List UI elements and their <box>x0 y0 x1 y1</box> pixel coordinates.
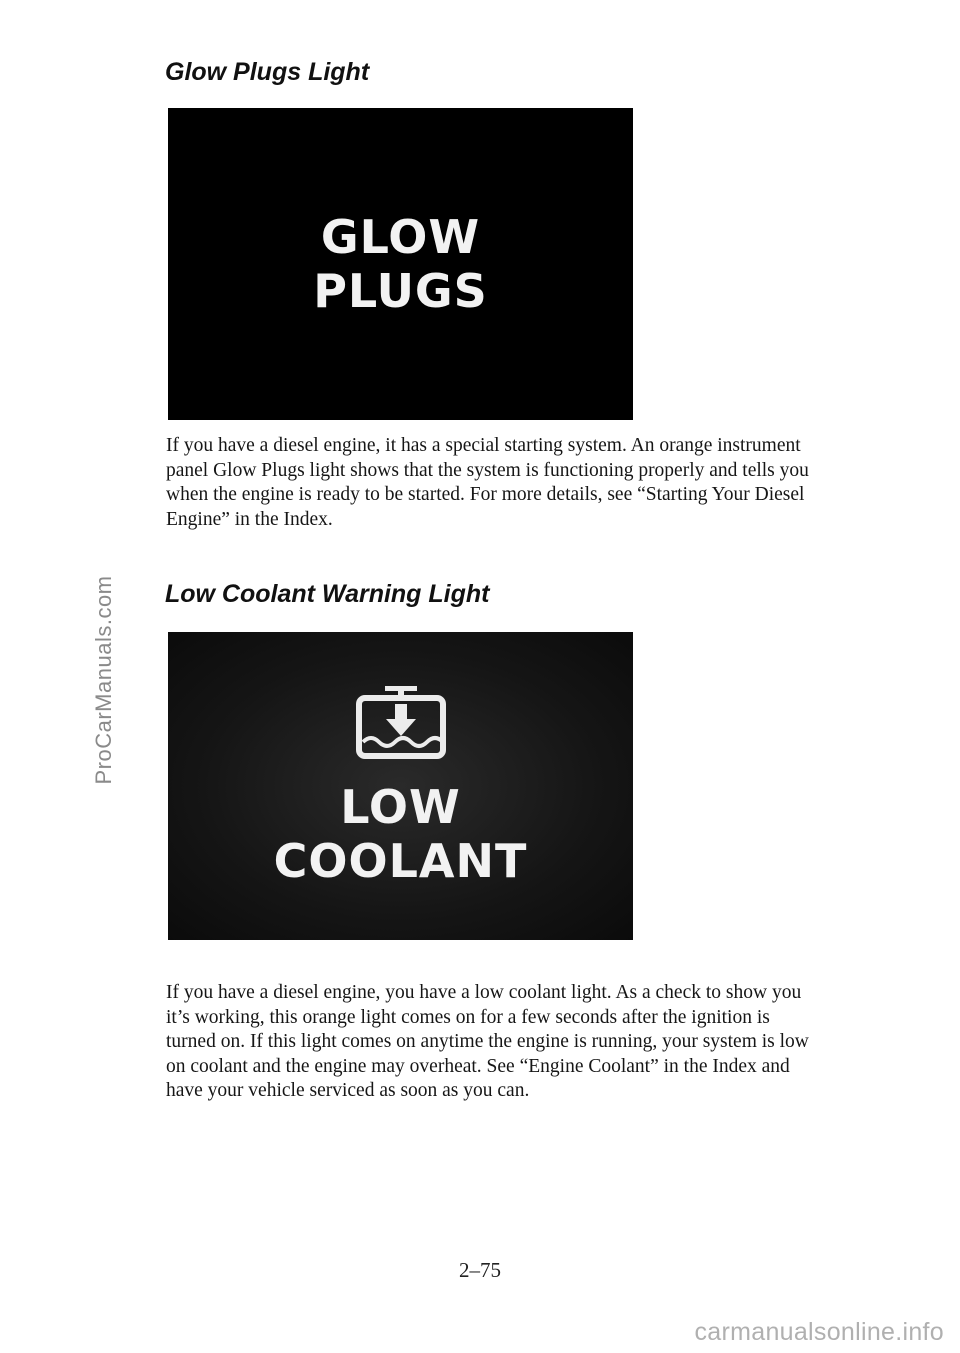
glow-plugs-indicator-line-2: PLUGS <box>313 264 488 318</box>
footer-logo: carmanualsonline.info <box>694 1318 944 1346</box>
side-watermark: ProCarManuals.com <box>91 575 116 785</box>
glow-plugs-indicator <box>168 108 633 420</box>
low-coolant-heading: Low Coolant Warning Light <box>165 580 490 608</box>
page-number: 2–75 <box>459 1258 501 1282</box>
coolant-level-icon <box>351 684 451 766</box>
glow-plugs-paragraph: If you have a diesel engine, it has a special starting system. An orange instrument panel Glow Plugs light shows that the system is functioning properly and tells you when the engine is ready to be started. For more details, see “Starting Your Diesel Engine” in the Index. <box>166 435 809 530</box>
low-coolant-paragraph: If you have a diesel engine, you have a low coolant light. As a check to show you it’s working, this orange light comes on for a few seconds after the ignition is turned on. If this light comes on anytime the engine is running, your system is low on coolant and the engine may overheat. See “Engine Coolant” in the Index and have your vehicle serviced as soon as you can. <box>166 982 809 1101</box>
low-coolant-indicator-line-2: COOLANT <box>273 834 528 888</box>
glow-plugs-heading: Glow Plugs Light <box>165 58 370 86</box>
glow-plugs-indicator-line-1: GLOW <box>320 210 481 264</box>
low-coolant-indicator-line-1: LOW <box>340 780 461 834</box>
low-coolant-indicator <box>168 632 633 940</box>
